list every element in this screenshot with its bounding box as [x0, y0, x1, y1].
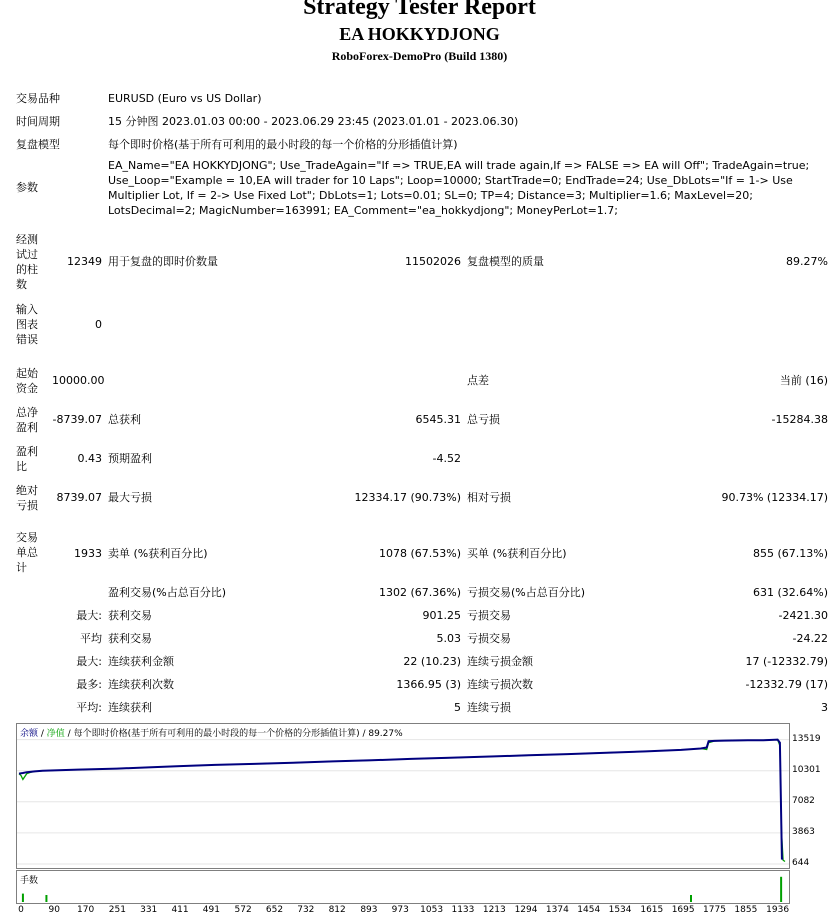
x-tick-label: 411 — [171, 905, 189, 915]
volume-bar — [690, 895, 692, 902]
symbol-label: 交易品种 — [16, 92, 60, 105]
x-tick-label: 1775 — [703, 905, 726, 915]
x-tick-label: 1133 — [451, 905, 475, 915]
legend-balance: 余额 — [20, 729, 39, 739]
period-label: 时间周期 — [16, 115, 60, 128]
profit-factor-value: 0.43 — [77, 452, 102, 465]
average-consecutive-losses-label: 连续亏损 — [467, 701, 511, 714]
relative-drawdown-label: 相对亏损 — [467, 491, 511, 504]
most-consecutive-prefix: 最多: — [76, 678, 102, 691]
profit-factor-label: 盈利比 — [16, 445, 38, 473]
total-trades-label: 交易单总计 — [16, 531, 38, 574]
equity-line — [19, 740, 785, 862]
legend-separator: / — [38, 729, 47, 739]
max-consecutive-losses-value: 17 (-12332.79) — [745, 655, 828, 668]
bars-value: 12349 — [67, 255, 102, 268]
params-label: 参数 — [16, 181, 38, 194]
most-consecutive-profit-label: 连续获利次数 — [108, 678, 174, 691]
most-consecutive-loss-label: 连续亏损次数 — [467, 678, 533, 691]
x-tick-label: 251 — [108, 905, 126, 915]
average-profit-value: 5.03 — [436, 632, 461, 645]
loss-trades-value: 631 (32.64%) — [752, 586, 828, 599]
deposit-value: 10000.00 — [52, 374, 105, 387]
net-profit-value: -8739.07 — [52, 413, 102, 426]
legend-model: 每个即时价格(基于所有可利用的最小时段的每一个价格的分形插值计算) — [73, 729, 360, 739]
absolute-drawdown-label: 绝对亏损 — [16, 484, 38, 512]
legend-separator: / — [359, 729, 369, 739]
volume-bar — [45, 895, 47, 902]
x-tick-label: 170 — [77, 905, 95, 915]
max-drawdown-value: 12334.17 (90.73%) — [354, 491, 461, 504]
spread-label: 点差 — [467, 374, 489, 387]
chart-legend — [20, 726, 403, 739]
largest-profit-label: 获利交易 — [108, 609, 152, 622]
max-consecutive-prefix: 最大: — [76, 655, 102, 668]
x-tick-label: 1936 — [766, 905, 790, 915]
quality-label: 复盘模型的质量 — [467, 255, 544, 268]
volume-bar — [22, 894, 24, 902]
gross-profit-label: 总获利 — [108, 413, 141, 426]
legend-quality: 89.27% — [368, 729, 403, 739]
legend-separator: / — [64, 729, 74, 739]
balance-chart-svg — [17, 724, 789, 868]
max-consecutive-wins-value: 22 (10.23) — [403, 655, 461, 668]
gross-loss-label: 总亏损 — [467, 413, 500, 426]
x-tick-label: 1615 — [640, 905, 664, 915]
volume-chart — [16, 870, 790, 904]
long-positions-label: 买单 (%获利百分比) — [467, 547, 567, 560]
errors-value: 0 — [95, 318, 102, 331]
average-consecutive-wins-label: 连续获利 — [108, 701, 152, 714]
ea-name: EA HOKKYDJONG — [339, 24, 500, 44]
average-profit-label: 获利交易 — [108, 632, 152, 645]
x-tick-label: 812 — [328, 905, 346, 915]
volume-bar — [780, 877, 782, 902]
x-tick-label: 1374 — [545, 905, 569, 915]
gross-loss-value: -15284.38 — [771, 413, 828, 426]
x-tick-label: 572 — [234, 905, 252, 915]
average-loss-label: 亏损交易 — [467, 632, 511, 645]
errors-label: 输入图表错误 — [16, 303, 38, 346]
absolute-drawdown-value: 8739.07 — [56, 491, 102, 504]
average-consecutive-prefix: 平均: — [76, 701, 102, 714]
y-tick-label: 10301 — [792, 764, 821, 775]
profit-trades-label: 盈利交易(%占总百分比) — [108, 586, 227, 599]
y-tick-label: 7082 — [792, 795, 815, 806]
y-tick-label: 3863 — [792, 826, 815, 837]
x-tick-label: 1855 — [734, 905, 758, 915]
x-tick-label: 973 — [391, 905, 409, 915]
net-profit-label: 总净盈利 — [16, 406, 38, 434]
volume-legend: 手数 — [20, 876, 39, 886]
x-tick-label: 1534 — [608, 905, 632, 915]
most-consecutive-profit-value: 1366.95 (3) — [396, 678, 461, 691]
x-tick-label: 331 — [140, 905, 158, 915]
short-positions-value: 1078 (67.53%) — [378, 547, 461, 560]
expected-payoff-label: 预期盈利 — [108, 452, 152, 465]
x-tick-label: 1695 — [671, 905, 695, 915]
profit-trades-value: 1302 (67.36%) — [378, 586, 461, 599]
model-value: 每个即时价格(基于所有可利用的最小时段的每一个价格的分形插值计算) — [108, 138, 458, 151]
most-consecutive-loss-value: -12332.79 (17) — [745, 678, 828, 691]
largest-profit-value: 901.25 — [422, 609, 461, 622]
largest-loss-label: 亏损交易 — [467, 609, 511, 622]
average-consecutive-wins-value: 5 — [454, 701, 461, 714]
x-tick-label: 732 — [297, 905, 315, 915]
long-positions-value: 855 (67.13%) — [752, 547, 828, 560]
average-consecutive-losses-value: 3 — [821, 701, 828, 714]
largest-prefix: 最大: — [76, 609, 102, 622]
balance-line — [19, 740, 783, 859]
y-tick-label: 644 — [792, 858, 810, 868]
x-tick-label: 491 — [202, 905, 220, 915]
legend-equity: 净值 — [46, 729, 65, 739]
x-axis — [0, 904, 839, 920]
model-label: 复盘模型 — [16, 138, 60, 151]
x-tick-label: 893 — [360, 905, 378, 915]
x-tick-label: 652 — [265, 905, 284, 915]
max-drawdown-label: 最大亏损 — [108, 491, 152, 504]
spread-value: 当前 (16) — [779, 374, 828, 387]
volume-chart-svg — [17, 871, 789, 903]
loss-trades-label: 亏损交易(%占总百分比) — [467, 586, 586, 599]
x-tick-label: 1213 — [482, 905, 506, 915]
params-value: EA_Name="EA HOKKYDJONG"; Use_TradeAgain="If => TRUE,EA will trade again,If => FALSE => EA will Off"; TradeAgain=true; Use_Loop="Example = 10,EA will trader for 10 Laps"; Loop=10000; StartTrade=0; EndTrade=24; Use_DbLots="If = 1-> Use Multiplier Lot, If = 2-> Use Fixed Lot"; DbLots=1; Lots=0.01; SL=0; TP=4; Distance=3; Multiplier=1.6; MaxLevel=20; LotsDecimal=2; MagicNumber=163991; EA_Comment="ea_hokkydjong"; MoneyPerLot=1.7; — [108, 159, 810, 217]
max-consecutive-losses-label: 连续亏损金额 — [467, 655, 533, 668]
relative-drawdown-value: 90.73% (12334.17) — [721, 491, 828, 504]
balance-chart — [16, 723, 790, 869]
period-value: 15 分钟图 2023.01.03 00:00 - 2023.06.29 23:45 (2023.01.01 - 2023.06.30) — [108, 115, 519, 128]
ticks-value: 11502026 — [405, 255, 461, 268]
report-title: Strategy Tester Report — [303, 0, 536, 20]
quality-value: 89.27% — [786, 255, 828, 268]
x-tick-label: 0 — [18, 905, 24, 915]
symbol-value: EURUSD (Euro vs US Dollar) — [108, 92, 262, 105]
max-consecutive-wins-label: 连续获利金额 — [108, 655, 174, 668]
short-positions-label: 卖单 (%获利百分比) — [108, 547, 208, 560]
x-tick-label: 1294 — [514, 905, 538, 915]
expected-payoff-value: -4.52 — [432, 452, 461, 465]
total-trades-value: 1933 — [74, 547, 102, 560]
largest-loss-value: -2421.30 — [778, 609, 828, 622]
x-tick-label: 1454 — [577, 905, 601, 915]
deposit-label: 起始资金 — [16, 367, 38, 395]
broker-build: RoboForex-DemoPro (Build 1380) — [331, 49, 508, 63]
x-tick-label: 90 — [48, 905, 60, 915]
average-prefix: 平均 — [80, 632, 102, 645]
bars-label: 经测试过的柱数 — [16, 233, 38, 291]
x-tick-label: 1053 — [420, 905, 444, 915]
ticks-label: 用于复盘的即时价数量 — [108, 255, 218, 268]
average-loss-value: -24.22 — [792, 632, 828, 645]
gross-profit-value: 6545.31 — [415, 413, 461, 426]
y-tick-label: 13519 — [792, 733, 821, 744]
